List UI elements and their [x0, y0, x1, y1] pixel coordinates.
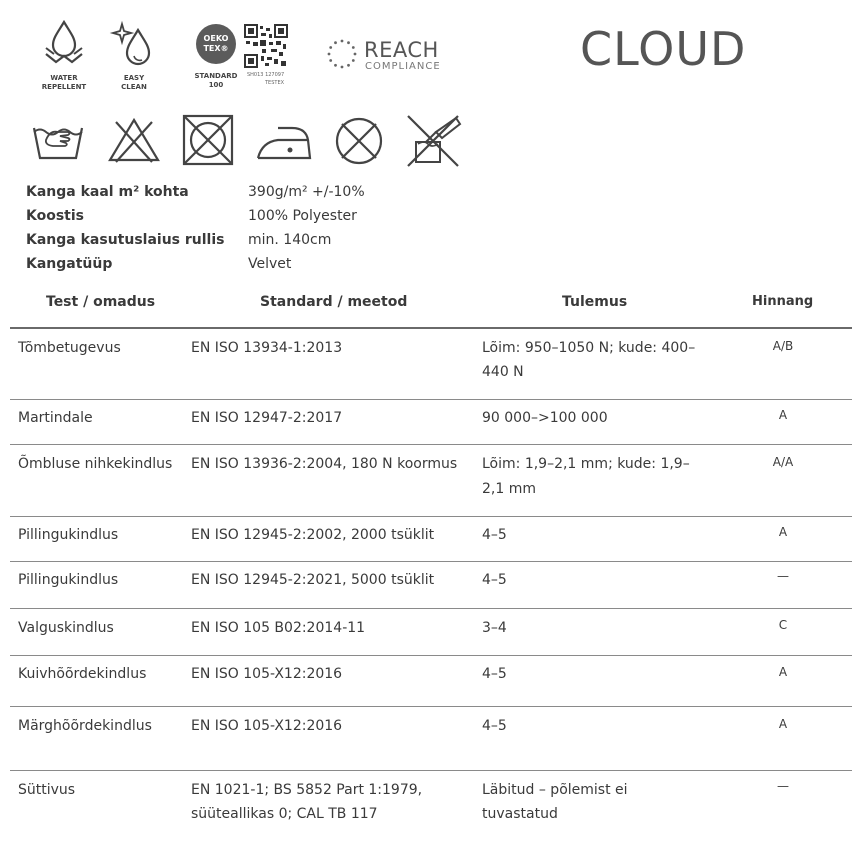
- row-6-test: Valguskindlus: [18, 620, 114, 636]
- row-4-test: Pillingukindlus: [18, 527, 119, 543]
- water-repellent-line2: REPELLENT: [41, 83, 87, 91]
- oeko-number: 100: [208, 81, 224, 89]
- easy-clean-line2: CLEAN: [121, 83, 147, 91]
- row-divider: [10, 516, 852, 517]
- row-3-standard: EN ISO 13936-2:2004, 180 N koormus: [191, 456, 458, 472]
- row-9-result-l1: Läbitud – põlemist ei: [482, 782, 628, 798]
- row-7-standard: EN ISO 105-X12:2016: [191, 666, 343, 682]
- row-5-rating: —: [777, 569, 789, 583]
- row-8-test: Märghõõrdekindlus: [18, 718, 152, 734]
- header-rating: Hinnang: [752, 294, 814, 309]
- care-icons-row: [30, 112, 470, 172]
- header-standard: Standard / meetod: [260, 294, 408, 310]
- oeko-standard: STANDARD: [194, 72, 238, 80]
- row-3-result-l1: Lõim: 1,9–2,1 mm; kude: 1,9–: [482, 456, 690, 472]
- oeko-code: SH013 127097: [247, 72, 285, 78]
- row-2-standard: EN ISO 12947-2:2017: [191, 410, 343, 426]
- row-divider: [10, 706, 852, 707]
- spec-label-composition: Koostis: [26, 208, 84, 224]
- iron-low-icon: [254, 118, 314, 164]
- qr-code-icon: [244, 24, 288, 68]
- oeko-tex-badge: [190, 22, 300, 92]
- easy-clean-line1: EASY: [123, 74, 145, 82]
- no-professional-clean-icon: [406, 112, 464, 168]
- row-5-test: Pillingukindlus: [18, 572, 119, 588]
- row-8-rating: A: [778, 717, 788, 731]
- row-divider: [10, 561, 852, 562]
- reach-sub: COMPLIANCE: [365, 61, 441, 72]
- row-1-result-l2: 440 N: [482, 364, 524, 380]
- row-divider: [10, 444, 852, 445]
- oeko-line1: OEKO: [203, 34, 229, 43]
- no-bleach-icon: [106, 114, 162, 166]
- row-5-standard: EN ISO 12945-2:2021, 5000 tsüklit: [191, 572, 435, 588]
- row-8-standard: EN ISO 105-X12:2016: [191, 718, 343, 734]
- sparkle-drop-icon: [104, 18, 164, 70]
- oeko-tex-logo: [196, 24, 236, 64]
- row-2-test: Martindale: [18, 410, 93, 426]
- row-1-result-l1: Lõim: 950–1050 N; kude: 400–: [482, 340, 696, 356]
- row-9-test: Süttivus: [18, 782, 76, 798]
- row-divider: [10, 608, 852, 609]
- row-divider: [10, 655, 852, 656]
- row-3-result-l2: 2,1 mm: [482, 481, 536, 497]
- oeko-line2: TEX®: [203, 44, 229, 53]
- row-6-result-l1: 3–4: [482, 620, 507, 636]
- water-drop-icon: [34, 18, 94, 70]
- no-dry-clean-icon: [332, 114, 386, 168]
- row-1-rating: A/B: [772, 339, 794, 353]
- row-7-test: Kuivhõõrdekindlus: [18, 666, 147, 682]
- spec-value-composition: 100% Polyester: [248, 208, 357, 224]
- header-result: Tulemus: [562, 294, 628, 310]
- star-ring-icon: [326, 38, 358, 70]
- row-2-result-l1: 90 000–>100 000: [482, 410, 608, 426]
- product-title: CLOUD: [580, 22, 747, 76]
- row-9-result-l2: tuvastatud: [482, 806, 558, 822]
- row-6-standard: EN ISO 105 B02:2014-11: [191, 620, 366, 636]
- row-7-rating: A: [778, 665, 788, 679]
- spec-value-weight: 390g/m² +/-10%: [248, 184, 365, 200]
- spec-label-type: Kangatüüp: [26, 256, 113, 272]
- reach-word: REACH: [364, 38, 439, 62]
- row-9-rating: —: [777, 779, 789, 793]
- row-4-rating: A: [778, 525, 788, 539]
- no-tumble-dry-icon: [180, 112, 236, 168]
- row-4-standard: EN ISO 12945-2:2002, 2000 tsüklit: [191, 527, 435, 543]
- easy-clean-badge: [104, 18, 164, 92]
- row-7-result-l1: 4–5: [482, 666, 507, 682]
- row-9-standard-l1: EN 1021-1; BS 5852 Part 1:1979,: [191, 782, 423, 798]
- spec-label-width: Kanga kasutuslaius rullis: [26, 232, 225, 248]
- row-2-rating: A: [778, 408, 788, 422]
- row-4-result-l1: 4–5: [482, 527, 507, 543]
- row-3-rating: A/A: [772, 455, 794, 469]
- row-6-rating: C: [778, 618, 788, 632]
- water-repellent-badge: [34, 18, 94, 92]
- row-1-test: Tõmbetugevus: [18, 340, 121, 356]
- row-5-result-l1: 4–5: [482, 572, 507, 588]
- wash-hand-icon: [30, 114, 86, 166]
- row-divider: [10, 770, 852, 771]
- header-test: Test / omadus: [46, 294, 156, 310]
- oeko-testex: TESTEX: [265, 80, 285, 86]
- spec-label-weight: Kanga kaal m² kohta: [26, 184, 189, 200]
- row-divider: [10, 399, 852, 400]
- row-9-standard-l2: süüteallikas 0; CAL TB 117: [191, 806, 378, 822]
- row-8-result-l1: 4–5: [482, 718, 507, 734]
- row-1-standard: EN ISO 13934-1:2013: [191, 340, 343, 356]
- water-repellent-line1: WATER: [50, 74, 78, 82]
- reach-badge: [326, 36, 456, 76]
- row-3-test: Õmbluse nihkekindlus: [18, 456, 173, 472]
- spec-value-type: Velvet: [248, 256, 292, 272]
- table-header-divider: [10, 327, 852, 329]
- spec-value-width: min. 140cm: [248, 232, 332, 248]
